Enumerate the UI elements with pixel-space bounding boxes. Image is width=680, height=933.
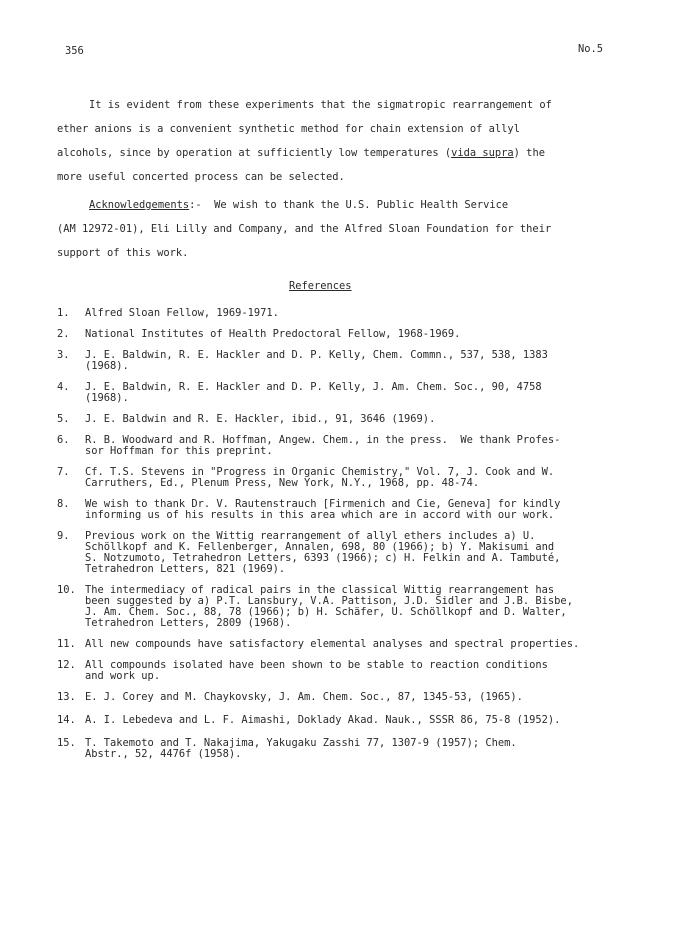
reference-number: 6. xyxy=(57,434,70,446)
reference-text xyxy=(85,467,554,489)
reference-item xyxy=(57,715,657,726)
paragraph-line xyxy=(57,248,617,272)
reference-line: Alfred Sloan Fellow, 1969-1971. xyxy=(85,307,279,319)
reference-line: been suggested by a) P.T. Lansbury, V.A. Pattison, J.D. Sidler and J.B. Bisbe, xyxy=(85,595,573,607)
reference-line: S. Notzumoto, Tetrahedron Letters, 6393 (1966); c) H. Felkin and A. Tambuté, xyxy=(85,552,561,564)
conclusion-paragraph xyxy=(57,100,617,196)
paragraph-line xyxy=(57,224,617,248)
reference-number: 8. xyxy=(57,498,70,510)
reference-line: Tetrahedron Letters, 2809 (1968). xyxy=(85,617,292,629)
reference-item xyxy=(57,738,657,760)
reference-item xyxy=(57,414,657,425)
reference-item xyxy=(57,467,657,489)
reference-number: 3. xyxy=(57,349,70,361)
reference-line: (1968). xyxy=(85,392,129,404)
paragraph-text: (AM 12972-01), Eli Lilly and Company, and the Alfred Sloan Foundation for their xyxy=(57,223,552,235)
reference-item xyxy=(57,435,657,457)
reference-text xyxy=(85,499,560,521)
reference-text xyxy=(85,585,573,629)
reference-line: Tetrahedron Letters, 821 (1969). xyxy=(85,563,286,575)
reference-line: R. B. Woodward and R. Hoffman, Angew. Chem., in the press. We thank Profes- xyxy=(85,434,561,446)
paragraph-text: alcohols, since by operation at sufficiently low temperatures ( xyxy=(57,147,452,159)
reference-text xyxy=(85,715,560,726)
reference-text xyxy=(85,350,548,372)
paragraph-line xyxy=(57,148,617,172)
reference-line: (1968). xyxy=(85,360,129,372)
reference-number: 15. xyxy=(57,737,76,749)
paragraph-text: support of this work. xyxy=(57,247,189,259)
reference-text xyxy=(85,435,560,457)
paragraph-text: ether anions is a convenient synthetic method for chain extension of allyl xyxy=(57,123,520,135)
reference-number: 9. xyxy=(57,530,70,542)
paragraph-text: It is evident from these experiments that the sigmatropic rearrangement of xyxy=(89,99,552,111)
reference-number: 5. xyxy=(57,413,70,425)
reference-number: 4. xyxy=(57,381,70,393)
issue-number: No.5 xyxy=(578,43,604,55)
paragraph-text: more useful concerted process can be selected. xyxy=(57,171,345,183)
reference-line: All new compounds have satisfactory elemental analyses and spectral properties. xyxy=(85,638,580,650)
reference-number: 14. xyxy=(57,714,76,726)
emphasis-vida-supra: vida supra xyxy=(451,147,514,159)
references-heading: References xyxy=(289,280,352,292)
reference-text xyxy=(85,329,460,340)
reference-line: T. Takemoto and T. Nakajima, Yakugaku Zasshi 77, 1307-9 (1957); Chem. xyxy=(85,737,517,749)
reference-text xyxy=(85,738,517,760)
reference-line: National Institutes of Health Predoctoral Fellow, 1968-1969. xyxy=(85,328,461,340)
reference-number: 11. xyxy=(57,638,76,650)
reference-item xyxy=(57,639,657,650)
reference-number: 7. xyxy=(57,466,70,478)
paragraph-line xyxy=(57,100,617,124)
reference-line: sor Hoffman for this preprint. xyxy=(85,445,273,457)
reference-line: Previous work on the Wittig rearrangement of allyl ethers includes a) U. xyxy=(85,530,536,542)
reference-item xyxy=(57,308,657,319)
reference-text xyxy=(85,692,523,703)
reference-text xyxy=(85,531,560,575)
reference-text xyxy=(85,308,279,319)
reference-item xyxy=(57,382,657,404)
reference-item xyxy=(57,350,657,372)
reference-number: 13. xyxy=(57,691,76,703)
page-number: 356 xyxy=(65,45,84,57)
reference-line: informing us of his results in this area which are in accord with our work. xyxy=(85,509,555,521)
reference-text xyxy=(85,414,435,425)
reference-line: Abstr., 52, 4476f (1958). xyxy=(85,748,242,760)
paragraph-line xyxy=(57,200,617,224)
reference-item xyxy=(57,329,657,340)
reference-line: J. E. Baldwin, R. E. Hackler and D. P. Kelly, Chem. Commn., 537, 538, 1383 xyxy=(85,349,548,361)
reference-line: A. I. Lebedeva and L. F. Aimashi, Doklady Akad. Nauk., SSSR 86, 75-8 (1952). xyxy=(85,714,561,726)
reference-line: All compounds isolated have been shown to be stable to reaction conditions xyxy=(85,659,548,671)
reference-item xyxy=(57,531,657,575)
reference-item xyxy=(57,660,657,682)
acknowledgements-label: Acknowledgements xyxy=(89,199,190,211)
reference-text xyxy=(85,382,542,404)
reference-line: Schöllkopf and K. Fellenberger, Annalen, 698, 80 (1966); b) Y. Makisumi and xyxy=(85,541,555,553)
reference-line: The intermediacy of radical pairs in the classical Wittig rearrangement has xyxy=(85,584,555,596)
reference-number: 10. xyxy=(57,584,76,596)
reference-item xyxy=(57,585,657,629)
reference-line: and work up. xyxy=(85,670,161,682)
reference-number: 12. xyxy=(57,659,76,671)
reference-number: 2. xyxy=(57,328,70,340)
reference-text xyxy=(85,639,579,650)
paragraph-line xyxy=(57,124,617,148)
reference-item xyxy=(57,692,657,703)
reference-line: J. E. Baldwin and R. E. Hackler, ibid., 91, 3646 (1969). xyxy=(85,413,436,425)
reference-line: J. Am. Chem. Soc., 88, 78 (1966); b) H. Schäfer, U. Schöllkopf and D. Walter, xyxy=(85,606,567,618)
paragraph-text: ) the xyxy=(513,147,545,159)
reference-line: J. E. Baldwin, R. E. Hackler and D. P. Kelly, J. Am. Chem. Soc., 90, 4758 xyxy=(85,381,542,393)
reference-item xyxy=(57,499,657,521)
reference-line: Carruthers, Ed., Plenum Press, New York, N.Y., 1968, pp. 48-74. xyxy=(85,477,480,489)
reference-line: Cf. T.S. Stevens in "Progress in Organic Chemistry," Vol. 7, J. Cook and W. xyxy=(85,466,555,478)
acknowledgements-paragraph xyxy=(57,200,617,272)
reference-line: We wish to thank Dr. V. Rautenstrauch [Firmenich and Cie, Geneva] for kindly xyxy=(85,498,561,510)
paragraph-line xyxy=(57,172,617,196)
paragraph-text: :- We wish to thank the U.S. Public Health Service xyxy=(189,199,509,211)
reference-text xyxy=(85,660,548,682)
reference-list xyxy=(57,308,657,760)
reference-line: E. J. Corey and M. Chaykovsky, J. Am. Chem. Soc., 87, 1345-53, (1965). xyxy=(85,691,523,703)
reference-number: 1. xyxy=(57,307,70,319)
